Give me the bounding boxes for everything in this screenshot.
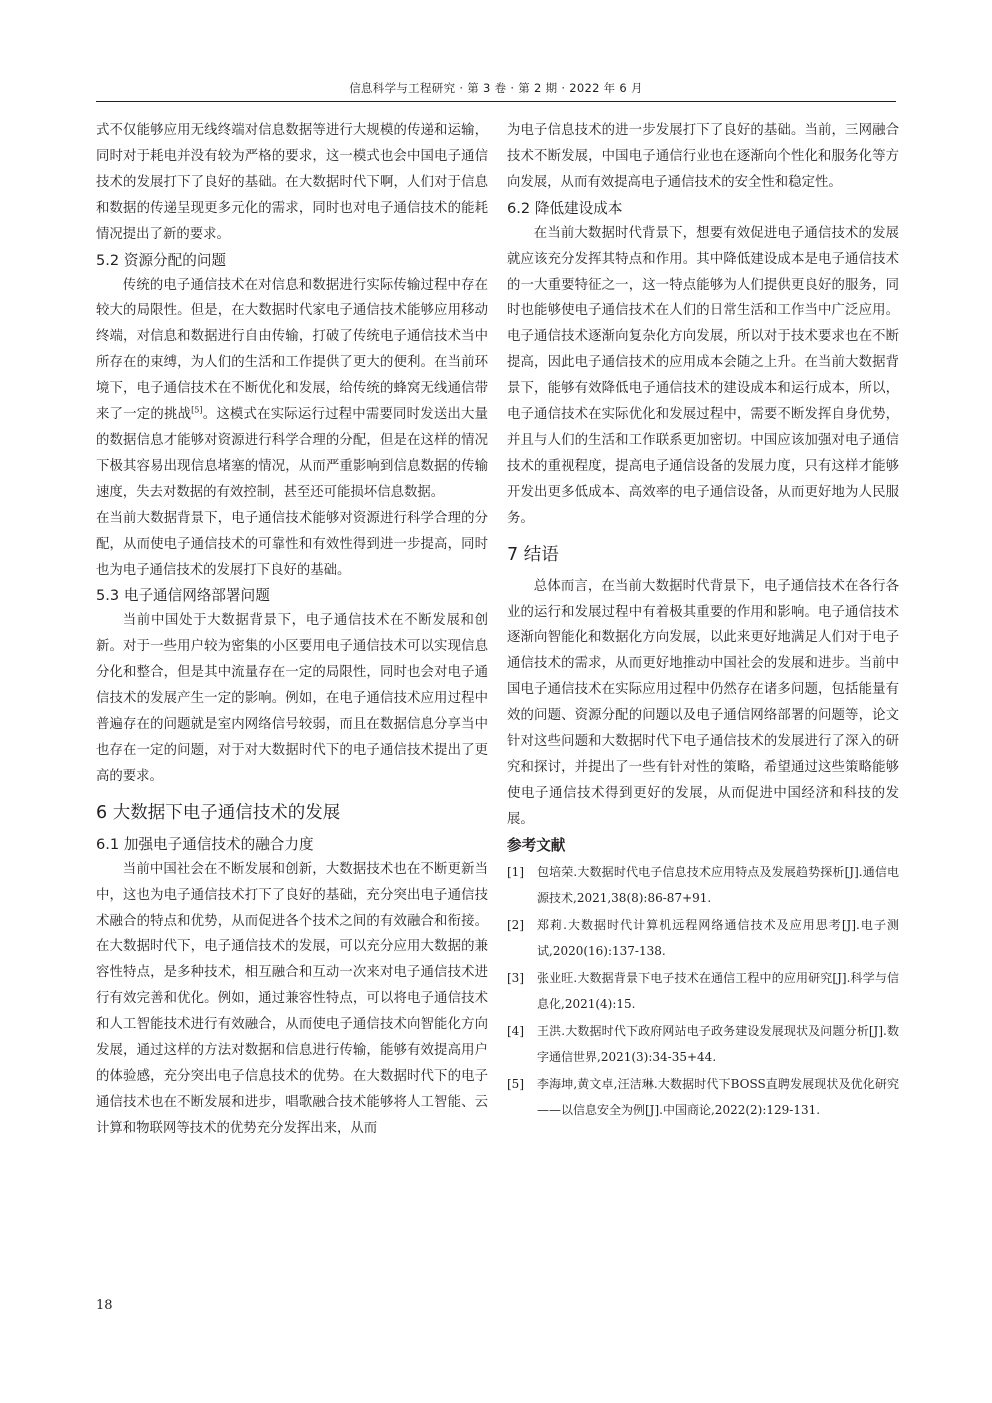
section-5-2-title: 5.2 资源分配的问题 xyxy=(96,251,227,269)
section-6-1-title: 6.1 加强电子通信技术的融合力度 xyxy=(96,835,314,853)
paragraph-intro: 式不仅能够应用无线终端对信息数据等进行大规模的传递和运输，同时对于耗电并没有较为严格的要求，这一模式也会中国电子通信技术的发展打下了良好的基础。在大数据时代下啊，人们对于信息和数据的传递呈现更多元化的需求，同时也对电子通信技术的能耗情况提出了新的要求。 xyxy=(96,123,488,242)
section-6-2-title: 6.2 降低建设成本 xyxy=(507,199,623,217)
left-column xyxy=(96,118,488,1142)
reference-number: [3] xyxy=(507,970,524,985)
header-rule xyxy=(96,101,896,102)
reference-text: 张业旺.大数据背景下电子技术在通信工程中的应用研究[J].科学与信息化,2021(4):15. xyxy=(537,970,899,1012)
section-5-2-text-b: 。这模式在实际运行过程中需要同时发送出大量的数据信息才能够对资源进行科学合理的分配，但是在这样的情况下极其容易出现信息堵塞的情况，从而严重影响到信息数据的传输速度，失去对数据的有效控制，甚至还可能损坏信息数据。 xyxy=(96,407,489,500)
section-6-1-paragraph: 当前中国社会在不断发展和创新，大数据技术也在不断更新当中，这也为电子通信技术打下了良好的基础，充分突出电子通信技术融合的特点和优势，从而促进各个技术之间的有效融合和衔接。在大数据时代下，电子通信技术的发展，可以充分应用大数据的兼容性特点，是多种技术，相互融合和互动一次来对电子通信技术进行有效完善和优化。例如，通过兼容性特点，可以将电子通信技术和人工智能技术进行有效融合，从而使电子通信技术向智能化方向发展，通过这样的方法对数据和信息进行传输，能够有效提高用户的体验感，充分突出电子信息技术的优势。在大数据时代下的电子通信技术也在不断发展和进步，唱歌融合技术能够将人工智能、云计算和物联网等技术的优势充分发挥出来，从而 xyxy=(96,861,488,1136)
reference-item xyxy=(507,1018,899,1071)
reference-number: [1] xyxy=(507,864,524,879)
reference-number: [2] xyxy=(507,917,524,932)
paragraph-continued: 为电子信息技术的进一步发展打下了良好的基础。当前，三网融合技术不断发展，中国电子通信行业也在逐渐向个性化和服务化等方向发展，从而有效提高电子通信技术的安全性和稳定性。 xyxy=(507,123,899,190)
citation-5: [5] xyxy=(191,405,203,415)
section-7-title: 7 结语 xyxy=(507,544,559,565)
reference-list xyxy=(507,859,899,1124)
page-number: 18 xyxy=(96,1298,113,1313)
right-column xyxy=(507,118,899,1124)
section-6-2-paragraph: 在当前大数据时代背景下，想要有效促进电子通信技术的发展就应该充分发挥其特点和作用。其中降低建设成本是电子通信技术的一大重要特征之一，这一特点能够为人们提供更良好的服务，同时也能够使电子通信技术在人们的日常生活和工作当中广泛应用。电子通信技术逐渐向复杂化方向发展，所以对于技术要求也在不断提高，因此电子通信技术的应用成本会随之上升。在当前大数据背景下，能够有效降低电子通信技术的建设成本和运行成本，所以，电子通信技术在实际优化和发展过程中，需要不断发挥自身优势，并且与人们的生活和工作联系更加密切。中国应该加强对电子通信技术的重视程度，提高电子通信设备的发展力度，只有这样才能够开发出更多低成本、高效率的电子通信设备，从而更好地为人民服务。 xyxy=(507,225,899,526)
running-header: 信息科学与工程研究 · 第 3 卷 · 第 2 期 · 2022 年 6 月 xyxy=(349,81,643,95)
reference-text: 包培荣.大数据时代电子信息技术应用特点及发展趋势探析[J].通信电源技术,2021,38(8):86-87+91. xyxy=(537,864,899,906)
reference-item xyxy=(507,965,899,1018)
references-title: 参考文献 xyxy=(507,836,566,854)
section-6-title: 6 大数据下电子通信技术的发展 xyxy=(96,802,341,823)
reference-item xyxy=(507,912,899,965)
section-7-paragraph: 总体而言，在当前大数据时代背景下，电子通信技术在各行各业的运行和发展过程中有着极其重要的作用和影响。电子通信技术逐渐向智能化和数据化方向发展，以此来更好地满足人们对于电子通信技术的需求，从而更好地推动中国社会的发展和进步。当前中国电子通信技术在实际应用过程中仍然存在诸多问题，包括能量有效的问题、资源分配的问题以及电子通信网络部署的问题等，论文针对这些问题和大数据时代下电子通信技术的发展进行了深入的研究和探讨，并提出了一些有针对性的策略，希望通过这些策略能够使电子通信技术得到更好的发展，从而促进中国经济和科技的发展。 xyxy=(507,578,899,827)
section-5-2-paragraph-1 xyxy=(96,273,488,506)
reference-text: 王洪.大数据时代下政府网站电子政务建设发展现状及问题分析[J].数字通信世界,2021(3):34-35+44. xyxy=(537,1023,899,1065)
section-5-3-paragraph: 当前中国处于大数据背景下，电子通信技术在不断发展和创新。对于一些用户较为密集的小区要用电子通信技术可以实现信息分化和整合，但是其中流量存在一定的局限性，同时也会对电子通信技术的发展产生一定的影响。例如，在电子通信技术应用过程中普遍存在的问题就是室内网络信号较弱，而且在数据信息分享当中也存在一定的问题，对于对大数据时代下的电子通信技术提出了更高的要求。 xyxy=(96,613,488,784)
reference-item xyxy=(507,859,899,912)
reference-number: [5] xyxy=(507,1076,524,1091)
reference-number: [4] xyxy=(507,1023,524,1038)
section-5-3-title: 5.3 电子通信网络部署问题 xyxy=(96,587,270,605)
section-5-2-paragraph-2: 在当前大数据背景下，电子通信技术能够对资源进行科学合理的分配，从而使电子通信技术的可靠性和有效性得到进一步提高，同时也为电子通信技术的发展打下良好的基础。 xyxy=(96,510,488,578)
reference-text: 李海坤,黄文卓,汪洁琳.大数据时代下BOSS直聘发展现状及优化研究——以信息安全为例[J].中国商论,2022(2):129-131. xyxy=(537,1076,899,1118)
reference-item xyxy=(507,1071,899,1124)
reference-text: 郑莉.大数据时代计算机远程网络通信技术及应用思考[J].电子测试,2020(16):137-138. xyxy=(537,917,899,959)
section-5-2-text-a: 传统的电子通信技术在对信息和数据进行实际传输过程中存在较大的局限性。但是，在大数据时代家电子通信技术能够应用移动终端，对信息和数据进行自由传输，打破了传统电子通信技术当中所存在的束缚，为人们的生活和工作提供了更大的便利。在当前环境下，电子通信技术在不断优化和发展，给传统的蜂窝无线通信带来了一定的挑战 xyxy=(96,277,488,423)
